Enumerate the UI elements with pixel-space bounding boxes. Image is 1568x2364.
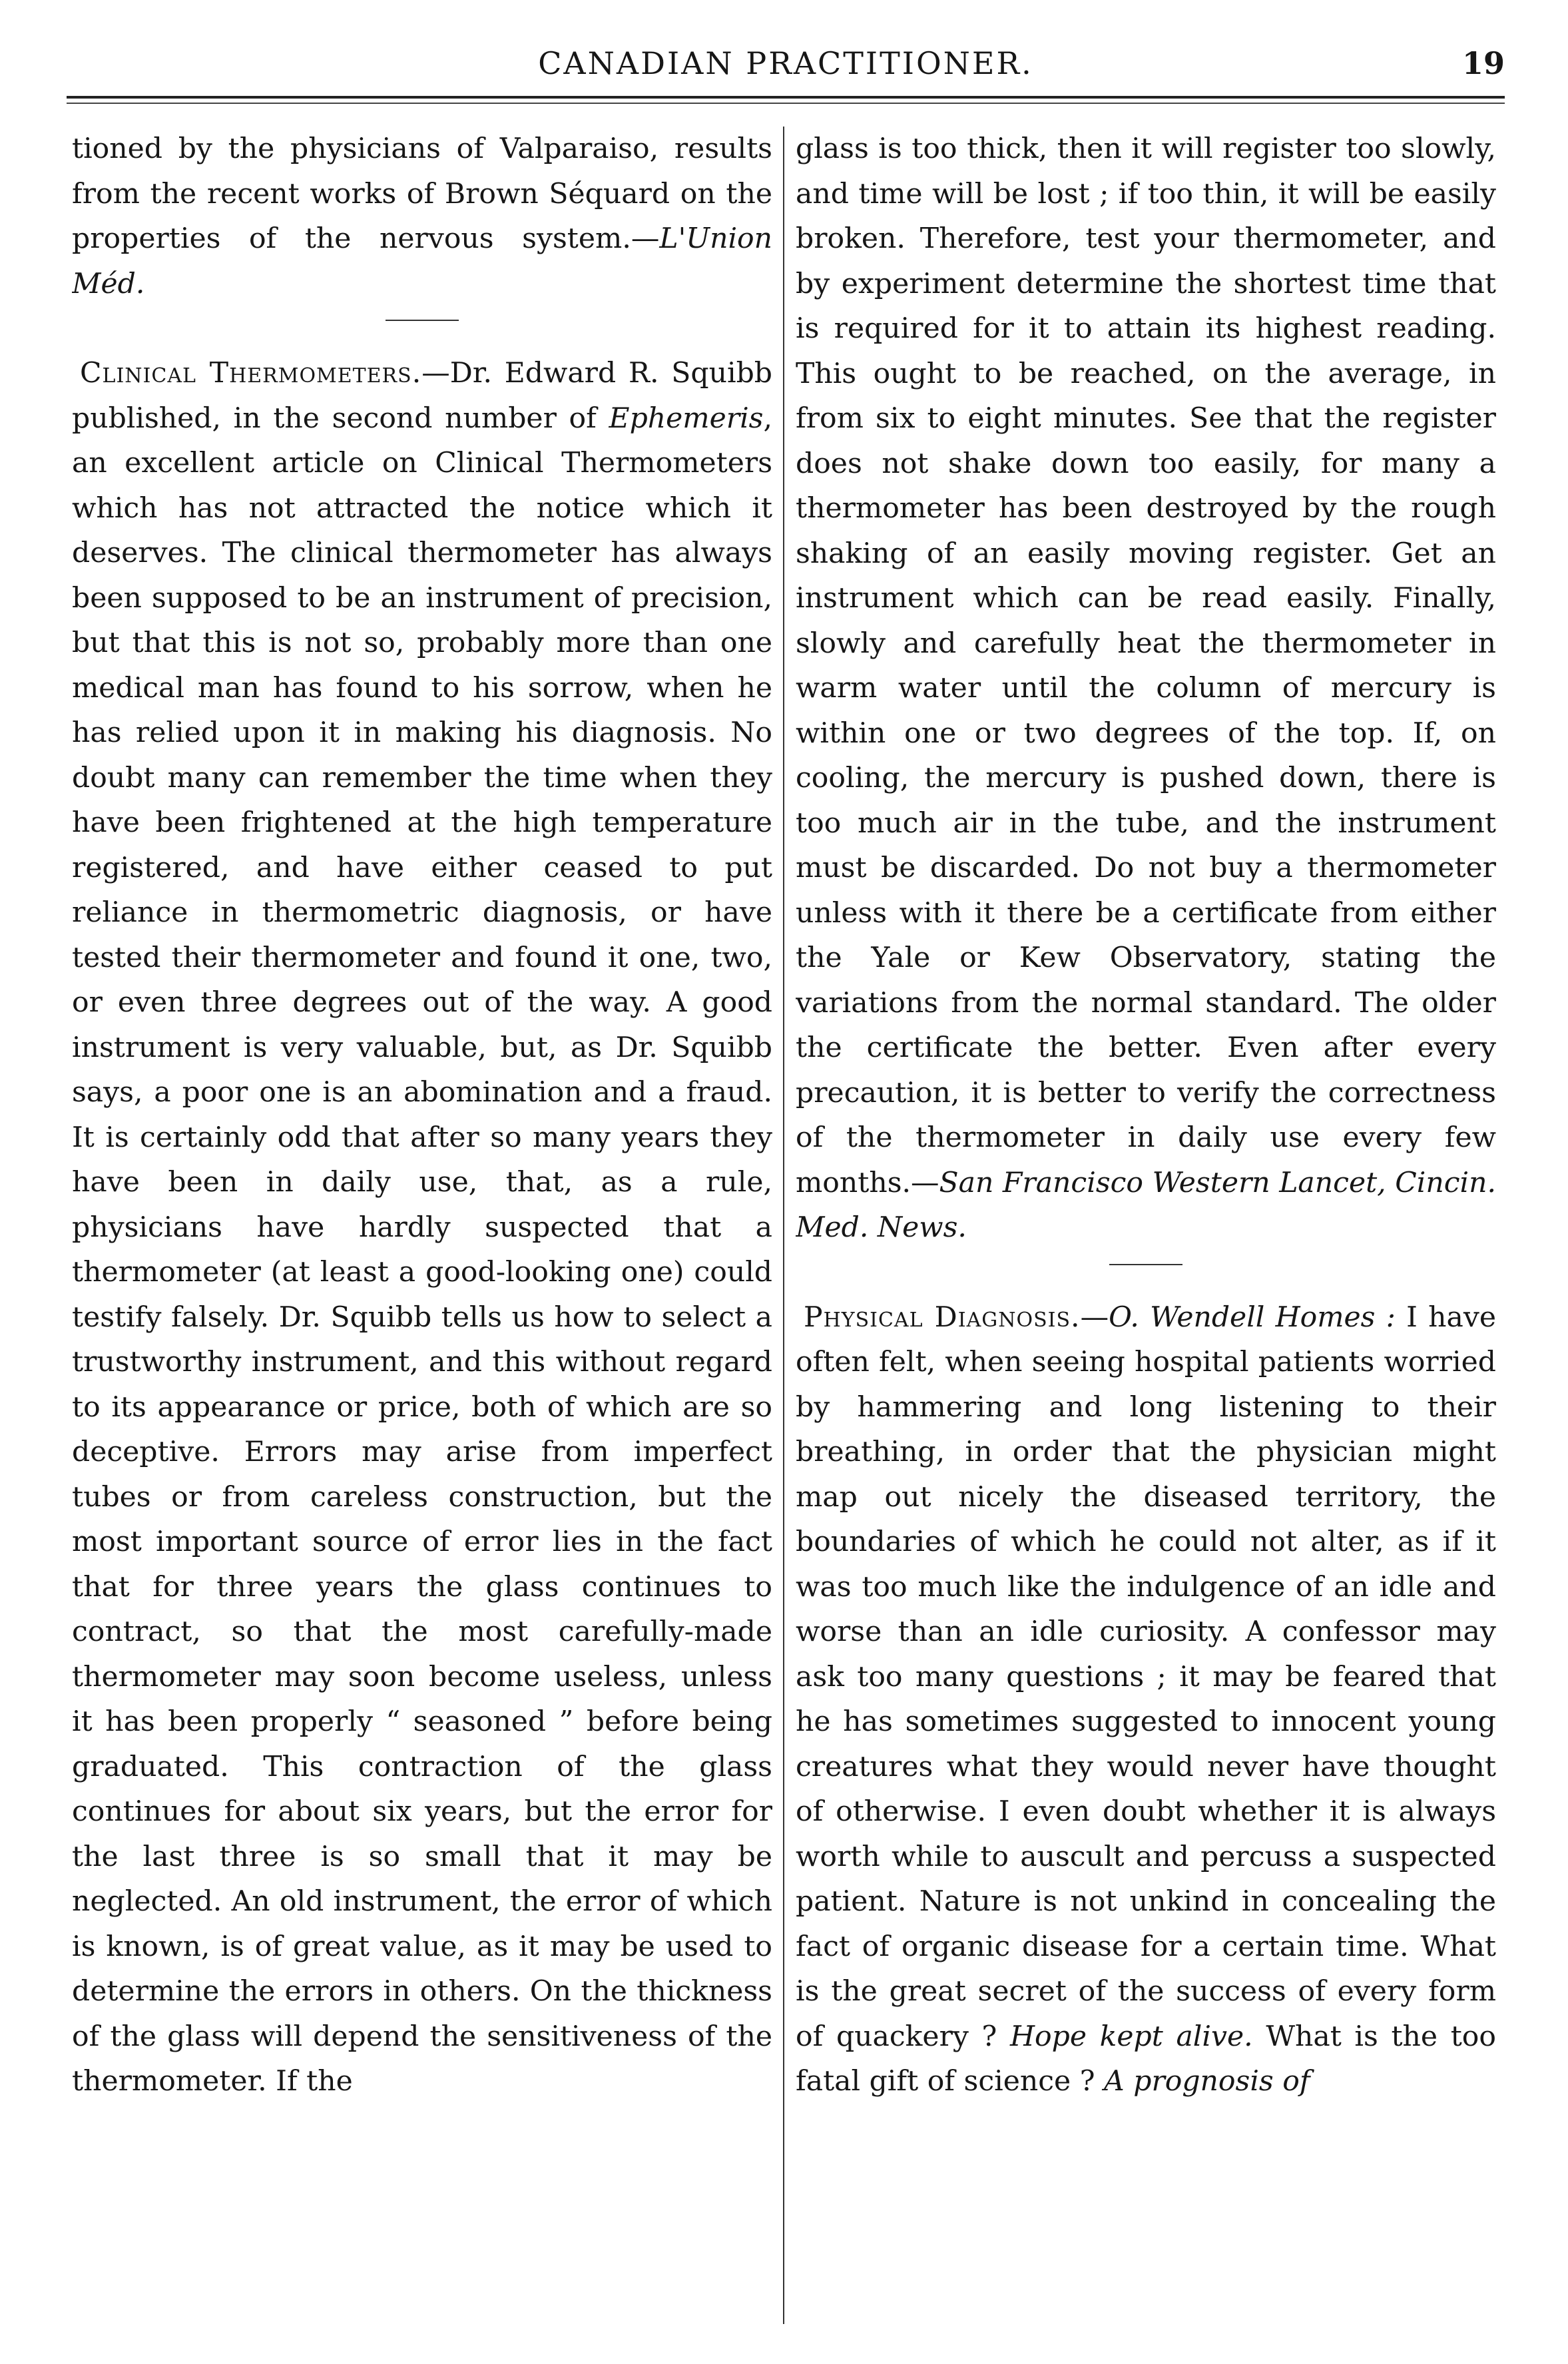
column-divider	[783, 127, 784, 2324]
running-title: CANADIAN PRACTITIONER.	[538, 45, 1033, 81]
paragraph-text: , an excellent article on Clinical Thermometers which has not attracted the notice which it deserves. The clinical thermometer has always been supposed to be an instrument of precision, but that this is not so, probably more than one medical man has found to his sorrow, when he has relied upon it in making his diagnosis. No doubt many can remember the time when they have been frightened at the high temperature registered, and have either ceased to put reliance in thermometric diagnosis, or have tested their thermometer and found it one, two, or even three degrees out of the way. A good instrument is very valuable, but, as Dr. Squibb says, a poor one is an abomination and a fraud. It is certainly odd that after so many years they have been in daily use, that, as a rule, physicians have hardly suspected that a thermometer (at least a good-looking one) could testify falsely. Dr. Squibb tells us how to select a trustworthy instrument, and this without regard to its appearance or price, both of which are so deceptive. Errors may arise from imperfect tubes or from careless construction, but the most important source of error lies in the fact that for three years the glass continues to contract, so that the most carefully-made thermometer may soon become useless, unless it has been properly “ seasoned ” before being graduated. This contraction of the glass continues for about six years, but the error for the last three is so small that it may be neglected. An old instrument, the error of which is known, is of great value, as it may be used to determine the errors in others. On the thickness of the glass will depend the sensitiveness of the thermometer. If the	[72, 402, 772, 2098]
paragraph-text: glass is too thick, then it will register too slowly, and time will be lost ; if too thin, it will be easily broken. Therefore, test your thermometer, and by experiment determine the shortest time that is required for it to attain its highest reading. This ought to be reached, on the average, in from six to eight minutes. See that the register does not shake down too easily, for many a thermometer has been destroyed by the rough shaking of an easily moving register. Get an instrument which can be read easily. Finally, slowly and carefully heat the thermometer in warm water until the column of mercury is within one or two degrees of the top. If, on cooling, the mercury is pushed down, there is too much air in the tube, and the instrument must be discarded. Do not buy a thermometer unless with it there be a certificate from either the Yale or Kew Observatory, stating the variations from the normal standard. The older the certificate the better. Even after every precaution, it is better to verify the correctness of the thermometer in daily use every few months.—	[796, 133, 1496, 1199]
source-citation: San Francisco Western Lancet, Cincin. Med. News.	[796, 1166, 1496, 1244]
article-heading: Clinical Thermometers.	[80, 357, 422, 390]
left-column	[72, 127, 772, 2331]
header-rule-thin	[67, 103, 1505, 104]
section-separator	[386, 320, 459, 336]
emphasis-prognosis: A prognosis of	[1104, 2065, 1310, 2098]
emphasis-hope: Hope kept alive.	[1009, 2020, 1253, 2053]
paragraph-text: I have often felt, when seeing hospital patients worried by hammering and long listening to their breathing, in order that the physician might map out nicely the diseased territory, the boundaries of which he could not alter, as if it was too much like the indulgence of an idle and worse than an idle curiosity. A confessor may ask too many questions ; it may be feared that he has sometimes suggested to innocent young creatures what they would never have thought of otherwise. I even doubt whether it is always worth while to auscult and percuss a suspected patient. Nature is not unkind in concealing the fact of organic disease for a certain time. What is the great secret of the success of every form of quackery ?	[796, 1301, 1496, 2053]
page-header	[67, 40, 1505, 87]
page-number: 19	[1461, 45, 1505, 81]
right-column	[796, 127, 1496, 2331]
section-separator	[1109, 1264, 1182, 1281]
article-heading: Physical Diagnosis.	[804, 1301, 1081, 1334]
paragraph-text: What is the too fatal gift of science ?	[796, 2020, 1496, 2098]
header-rule-thick	[67, 96, 1505, 99]
paragraph-text: —Dr. Edward R. Squibb published, in the second number of	[72, 357, 772, 435]
paragraph-continued	[72, 127, 772, 306]
paragraph-continued	[796, 127, 1496, 1251]
heading-dash: —	[1080, 1301, 1109, 1334]
source-citation: L'Union Méd.	[72, 222, 772, 300]
article-author: O. Wendell Homes :	[1109, 1301, 1396, 1334]
article-clinical-thermometers	[72, 351, 772, 2104]
paragraph-text: tioned by the physicians of Valparaiso, results from the recent works of Brown Séquard on the properties of the nervous system.—	[72, 133, 772, 255]
article-physical-diagnosis	[796, 1295, 1496, 2104]
journal-title: Ephemeris	[609, 402, 764, 435]
